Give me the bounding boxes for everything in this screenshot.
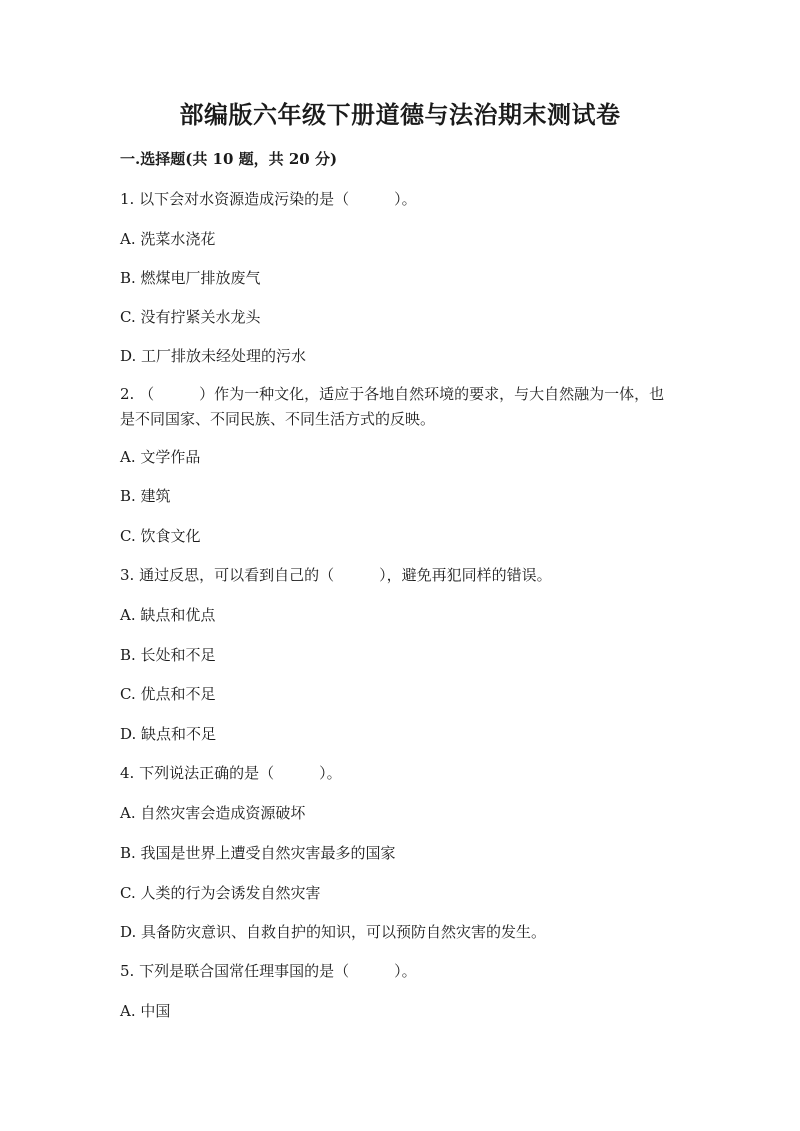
question-3-option-c: C. 优点和不足 bbox=[120, 685, 216, 703]
question-3-option-b: B. 长处和不足 bbox=[120, 646, 216, 664]
question-4-option-b: B. 我国是世界上遭受自然灾害最多的国家 bbox=[120, 844, 396, 862]
question-4-option-c: C. 人类的行为会诱发自然灾害 bbox=[120, 884, 321, 902]
question-1-option-c: C. 没有拧紧关水龙头 bbox=[120, 308, 261, 326]
question-4-stem: 4. 下列说法正确的是（ ）。 bbox=[120, 764, 342, 782]
question-5-stem: 5. 下列是联合国常任理事国的是（ ）。 bbox=[120, 962, 417, 980]
question-3-stem: 3. 通过反思，可以看到自己的（ ），避免再犯同样的错误。 bbox=[120, 566, 552, 584]
question-5-option-a: A. 中国 bbox=[120, 1002, 171, 1020]
question-1-option-b: B. 燃煤电厂排放废气 bbox=[120, 269, 261, 287]
question-2-option-c: C. 饮食文化 bbox=[120, 527, 201, 545]
question-1-option-a: A. 洗菜水浇花 bbox=[120, 230, 216, 248]
question-1-option-d: D. 工厂排放未经处理的污水 bbox=[120, 347, 307, 365]
question-3-option-d: D. 缺点和不足 bbox=[120, 725, 217, 743]
question-4-option-d: D. 具备防灾意识、自救自护的知识，可以预防自然灾害的发生。 bbox=[120, 923, 547, 941]
question-3-option-a: A. 缺点和优点 bbox=[120, 606, 216, 624]
document-title: 部编版六年级下册道德与法治期末测试卷 bbox=[179, 100, 621, 129]
question-4-option-a: A. 自然灾害会造成资源破坏 bbox=[120, 804, 306, 822]
question-1-stem: 1. 以下会对水资源造成污染的是（ ）。 bbox=[120, 190, 417, 208]
section-title: 一.选择题(共 10 题，共 20 分) bbox=[120, 150, 338, 168]
question-2-option-b: B. 建筑 bbox=[120, 487, 171, 505]
question-2-option-a: A. 文学作品 bbox=[120, 448, 201, 466]
question-2-stem: 2. （ ）作为一种文化，适应于各地自然环境的要求，与大自然融为一体，也是不同国家、不同民族、不同生活方式的反映。 bbox=[120, 385, 665, 428]
